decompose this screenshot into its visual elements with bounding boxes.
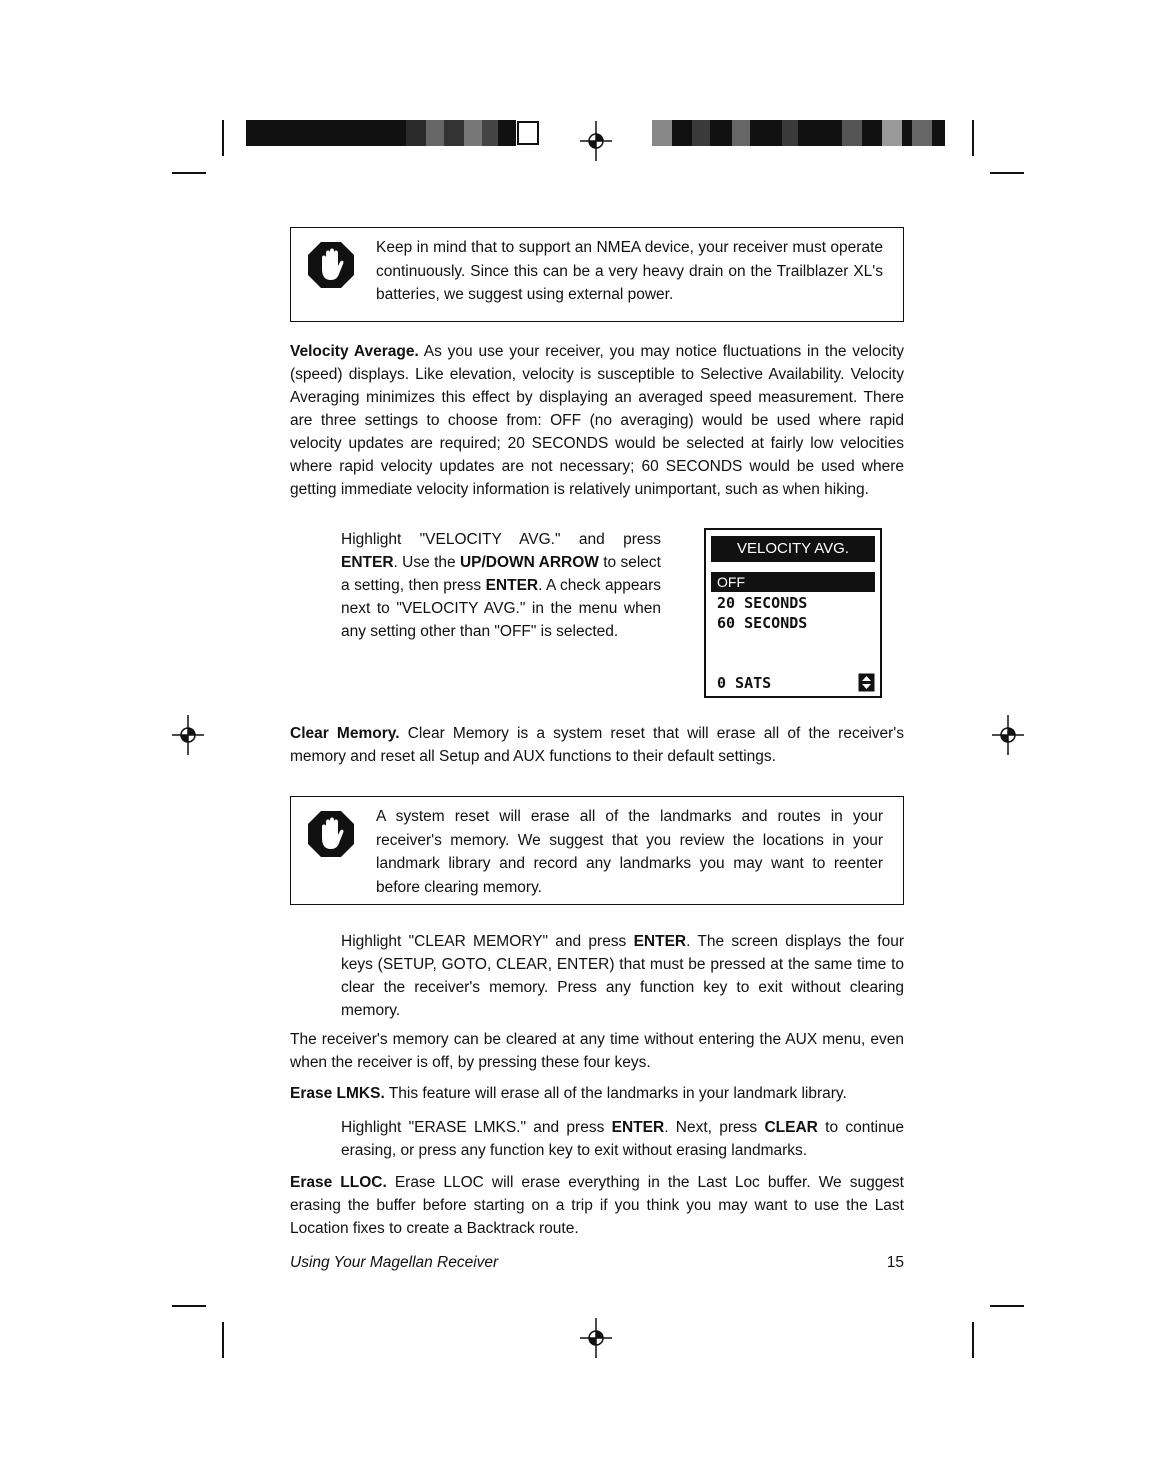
instr-text: . Use the xyxy=(393,554,460,571)
velocity-body: As you use your receiver, you may notice fluctuations in the velocity (speed) displays. Like elevation, velocity is susceptible to Selective Availability. Velocity Averaging minimizes this effect by displaying an averaged speed measurement. There are three settings to choose from: OFF (no averaging) would be used where rapid velocity updates are required; 20 SECONDS would be selected at fairly low velocities where rapid velocity updates are not necessary; 60 SECONDS would be used where getting immediate velocity information is relatively unimportant, such as when hiking. xyxy=(290,343,904,498)
clear-memory-heading: Clear Memory. xyxy=(290,725,400,742)
velocity-instructions xyxy=(341,528,661,643)
erase-lmks-paragraph xyxy=(290,1082,904,1105)
warning-box-nmea xyxy=(290,227,904,322)
clear-key-label: CLEAR xyxy=(764,1119,818,1136)
erase-lmks-body: This feature will erase all of the landmarks in your landmark library. xyxy=(388,1085,847,1102)
crop-mark-tl-h xyxy=(172,172,206,174)
page-number: 15 xyxy=(886,1254,904,1271)
calibration-bar-left xyxy=(246,120,540,146)
screen-option-60: 60 SECONDS xyxy=(717,614,808,632)
screen-option-off: OFF xyxy=(711,572,875,592)
clear-memory-body: Clear Memory is a system reset that will erase all of the receiver's memory and reset all Setup and AUX functions to their default settings. xyxy=(290,725,904,765)
warning-box-reset xyxy=(290,796,904,905)
instr-text: . The screen displays the four keys (SETUP, GOTO, CLEAR, ENTER) that must be pressed at the same time to clear the receiver's memory. Press any function key to exit without clearing memory. xyxy=(341,933,904,1019)
erase-lloc-paragraph xyxy=(290,1171,904,1240)
instr-text: . Next, press xyxy=(664,1119,765,1136)
velocity-paragraph xyxy=(290,340,904,501)
crop-mark-tr-v xyxy=(972,120,974,156)
instr-text: Highlight "CLEAR MEMORY" and press xyxy=(341,933,634,950)
device-screen xyxy=(704,528,882,698)
clear-memory-paragraph xyxy=(290,722,904,768)
footer-title: Using Your Magellan Receiver xyxy=(290,1254,499,1271)
erase-lloc-body: Erase LLOC will erase everything in the Last Loc buffer. We suggest erasing the buffer before starting on a trip if you think you may want to use the Last Location fixes to create a Backtrack route. xyxy=(290,1174,904,1237)
calibration-bar-right xyxy=(652,120,945,146)
screen-title: VELOCITY AVG. xyxy=(711,536,875,562)
crop-mark-tl-v xyxy=(222,120,224,156)
enter-key-label: ENTER xyxy=(341,554,394,571)
erase-lmks-heading: Erase LMKS. xyxy=(290,1085,385,1102)
enter-key-label: ENTER xyxy=(611,1119,665,1136)
erase-lmks-instructions xyxy=(341,1116,904,1162)
note-text: The receiver's memory can be cleared at any time without entering the AUX menu, even when the receiver is off, by pressing these four keys. xyxy=(290,1031,904,1071)
registration-target-icon xyxy=(580,121,612,161)
crop-mark-bl-v xyxy=(222,1322,224,1358)
instr-text: . A check appears next to "VELOCITY AVG." in the menu when any setting other than "OFF" is selected. xyxy=(341,577,661,640)
enter-key-label: ENTER xyxy=(633,933,687,950)
velocity-heading: Velocity Average. xyxy=(290,343,419,360)
arrow-key-label: UP/DOWN ARROW xyxy=(459,554,599,571)
crop-mark-br-h xyxy=(990,1305,1024,1307)
screen-option-20: 20 SECONDS xyxy=(717,594,808,612)
crop-mark-bl-h xyxy=(172,1305,206,1307)
stop-hand-icon xyxy=(307,810,355,858)
instr-text: Highlight "ERASE LMKS." and press xyxy=(341,1119,612,1136)
instr-text: to continue erasing, or press any function key to exit without erasing landmarks. xyxy=(341,1119,904,1159)
crop-mark-tr-h xyxy=(990,172,1024,174)
warning-text: A system reset will erase all of the landmarks and routes in your receiver's memory. We suggest that you review the locations in your landmark library and record any landmarks you may want to reenter before clearing memory. xyxy=(376,808,883,896)
registration-target-icon xyxy=(580,1318,612,1358)
erase-lloc-heading: Erase LLOC. xyxy=(290,1174,387,1191)
instr-text: Highlight "VELOCITY AVG." and press xyxy=(341,531,661,548)
crop-mark-br-v xyxy=(972,1322,974,1358)
warning-text: Keep in mind that to support an NMEA device, your receiver must operate continuously. Since this can be a very heavy drain on the Trailblazer XL's batteries, we suggest using external power. xyxy=(376,239,883,303)
up-down-arrow-icon xyxy=(858,673,875,692)
enter-key-label: ENTER xyxy=(485,577,539,594)
clear-memory-instructions xyxy=(341,930,904,1022)
stop-hand-icon xyxy=(307,241,355,289)
screen-status: 0 SATS xyxy=(717,674,772,692)
instr-text: to select a setting, then press xyxy=(341,554,661,594)
registration-target-icon xyxy=(992,715,1024,755)
registration-target-icon xyxy=(172,715,204,755)
clear-memory-note xyxy=(290,1028,904,1074)
